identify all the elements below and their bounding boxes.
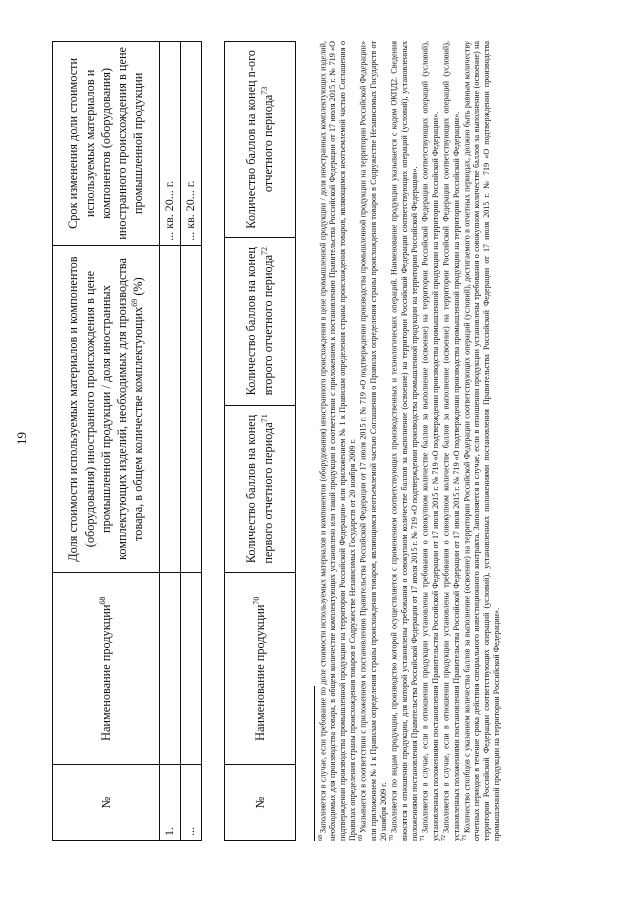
cell-product (180, 573, 201, 765)
header-points-second: Количество баллов на конец второго отчетного периода$^{72}$ (224, 237, 295, 405)
footnote-73: $^{73}$Количество столбцов с указанием количества баллов за выполнение (освоение) на территории Российской Федерации соответствующих операций (условий), достигаемого в отчетных периодах, должно быть равным количеству отчетных периодов в течение срока действия специального инвестиционного контракта. Заполняется в случае, если в отношении продукции установлены требования о совокупном количестве баллов за выполнение (освоение) на территории Российской Федерации соответствующих операций (условий), установленных положениями постановления Правительства Российской Федерации от 17 июля 2015 г. № 719 «О подтверждении производства промышленной продукции на территории Российской Федерации». (461, 41, 502, 841)
header-foreign-share: Доля стоимости используемых материалов и компонентов (оборудования) иностранного происхождения в цене промышленной продукции / доля иностранных комплектующих изделий, необходимых для производства товара, в общем количестве комплектующих$^{69}$ (%) (53, 245, 160, 573)
share-table-header (53, 42, 160, 841)
table-row (160, 42, 181, 841)
cell-share (180, 245, 201, 573)
content (52, 41, 502, 841)
footnote-69: $^{69}$Указывается в соответствии с приложением к постановлению Правительства Российской Федерации от 17 июля 2015 г. № 719 «О подтверждении производства промышленной продукции на территории Российской Федерации» или приложением № 1 к Правилам определения страны происхождения товаров, являющимся неотъемлемой частью Соглашения о Правилах определения страны происхождения товаров в Содружестве Независимых Государств от 20 ноября 2009 г. (358, 41, 389, 841)
header-number: № (53, 765, 160, 841)
footnotes (318, 41, 503, 841)
footnote-72: $^{72}$Заполняется в случае, если в отношении продукции установлены требования о совокупном количестве баллов за выполнение (освоение) на территории Российской Федерации соответствующих операций (условий), установленных положениями постановления Правительства Российской Федерации от 17 июля 2015 г. № 719 «О подтверждении производства промышленной продукции на территории Российской Федерации». (440, 41, 461, 841)
header-product-name: Наименование продукции$^{70}$ (224, 573, 295, 765)
points-table (224, 41, 296, 841)
cell-term: ... кв. 20... г. (160, 42, 181, 246)
cell-product (160, 573, 181, 765)
footnote-70: $^{70}$Заполняется по видам продукции, производство которой осуществляется с применением соответствующих производственных и технологических операций. Наименование продукции указывается с кодом ОКПД2. Сведения вносятся в отношении продукции, для которой установлены требования о совокупном количестве баллов за выполнение (освоение) на территории Российской Федерации соответствующих операций (условий), установленных положениями постановления Правительства Российской Федерации от 17 июля 2015 г. № 719 «О подтверждении производства промышленной продукции на территории Российской Федерации». (389, 41, 419, 841)
footnote-71: $^{71}$Заполняется в случае, если в отношении продукции установлены требования о совокупном количестве баллов за выполнение (освоение) на территории Российской Федерации соответствующих операций (условий), установленных положениями постановления Правительства Российской Федерации от 17 июля 2015 г. № 719 «О подтверждении производства промышленной продукции на территории Российской Федерации». (420, 41, 440, 841)
table-row (180, 42, 201, 841)
header-number: № (224, 765, 295, 841)
cell-term: ... кв. 20... г. (180, 42, 201, 246)
header-points-first: Количество баллов на конец первого отчетного периода$^{71}$ (224, 405, 295, 573)
header-product-name: Наименование продукции$^{68}$ (53, 573, 160, 765)
footnote-68: $^{68}$Заполняется в случае, если требование по доле стоимости используемых материалов и компонентов (оборудования) иностранного происхождения в цене промышленной продукции / доля иностранных комплектующих изделий, необходимых для производства товара, в общем количестве комплектующих установлено или такой продукции в соответствии с приложением к постановлению Правительства Российской Федерации от 17 июля 2015 г. № 719 «О подтверждении производства промышленной продукции на территории Российской Федерации» или приложением № 1 к Правилам определения страны происхождения товаров, являющимся неотъемлемой частью Соглашения о Правилах определения страны происхождения товаров в Содружестве Независимых Государств от 20 ноября 2009 г. (317, 41, 358, 841)
share-table (52, 41, 202, 841)
cell-number: 1. (160, 765, 181, 841)
page-number: 19 (14, 432, 29, 445)
points-table-header (224, 42, 295, 841)
footnote-divider (314, 686, 315, 841)
cell-share (160, 245, 181, 573)
cell-number: ... (180, 765, 201, 841)
header-points-nth: Количество баллов на конец n-ого отчетного периода$^{73}$ (224, 42, 295, 238)
header-change-term: Срок изменения доли стоимости используемых материалов и компонентов (оборудования) иностранного происхождения в цене промышленной продукции (53, 42, 160, 246)
